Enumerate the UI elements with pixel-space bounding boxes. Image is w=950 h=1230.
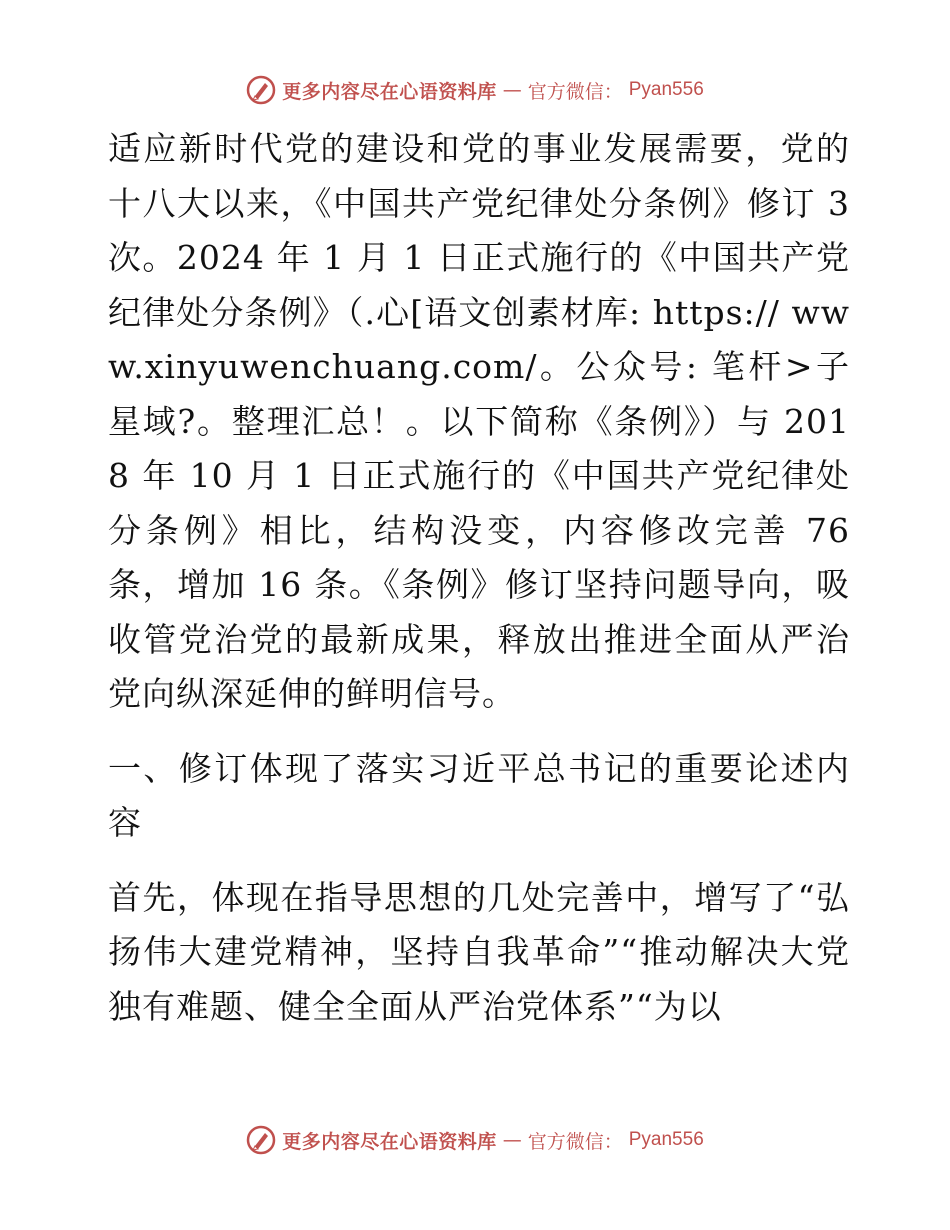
- document-body: [98, 122, 850, 1034]
- footer-promo-text: 更多内容尽在心语资料库: [282, 1130, 497, 1153]
- intro-paragraph: 适应新时代党的建设和党的事业发展需要，党的十八大以来，《中国共产党纪律处分条例》修订 3 次。2024 年 1 月 1 日正式施行的《中国共产党纪律处分条例》（.心[语文创素材库: https:// www.xinyuwenchuang.com/。公众号: 笔杆>子星域?。整理汇总！。以下简称《条例》）与 2018 年 10 月 1 日正式施行的《中国共产党纪律处分条例》相比，结构没变，内容修改完善 76 条，增加 16 条。《条例》修订坚持问题导向，吸收管党治党的最新成果，释放出推进全面从严治党向纵深延伸的鲜明信号。: [108, 129, 850, 713]
- header-wechat-label: 官方微信：: [527, 80, 623, 103]
- header-banner: [0, 70, 950, 110]
- body-paragraph: 首先，体现在指导思想的几处完善中，增写了“弘扬伟大建党精神，坚持自我革命”“推动解决大党独有难题、健全全面从严治党体系”“为以: [108, 877, 850, 1026]
- pen-nib-logo-icon: [246, 75, 276, 105]
- pen-nib-logo-icon: [246, 1125, 276, 1155]
- footer-separator: —: [502, 1129, 522, 1151]
- footer-banner: [0, 1120, 950, 1160]
- footer-wechat-id: Pyan556: [628, 1129, 704, 1150]
- section-heading: 一、修订体现了落实习近平总书记的重要论述内容: [108, 748, 850, 842]
- header-separator: —: [502, 79, 522, 101]
- header-promo-text: 更多内容尽在心语资料库: [282, 80, 497, 103]
- header-wechat-id: Pyan556: [628, 79, 704, 100]
- footer-wechat-label: 官方微信：: [527, 1130, 623, 1153]
